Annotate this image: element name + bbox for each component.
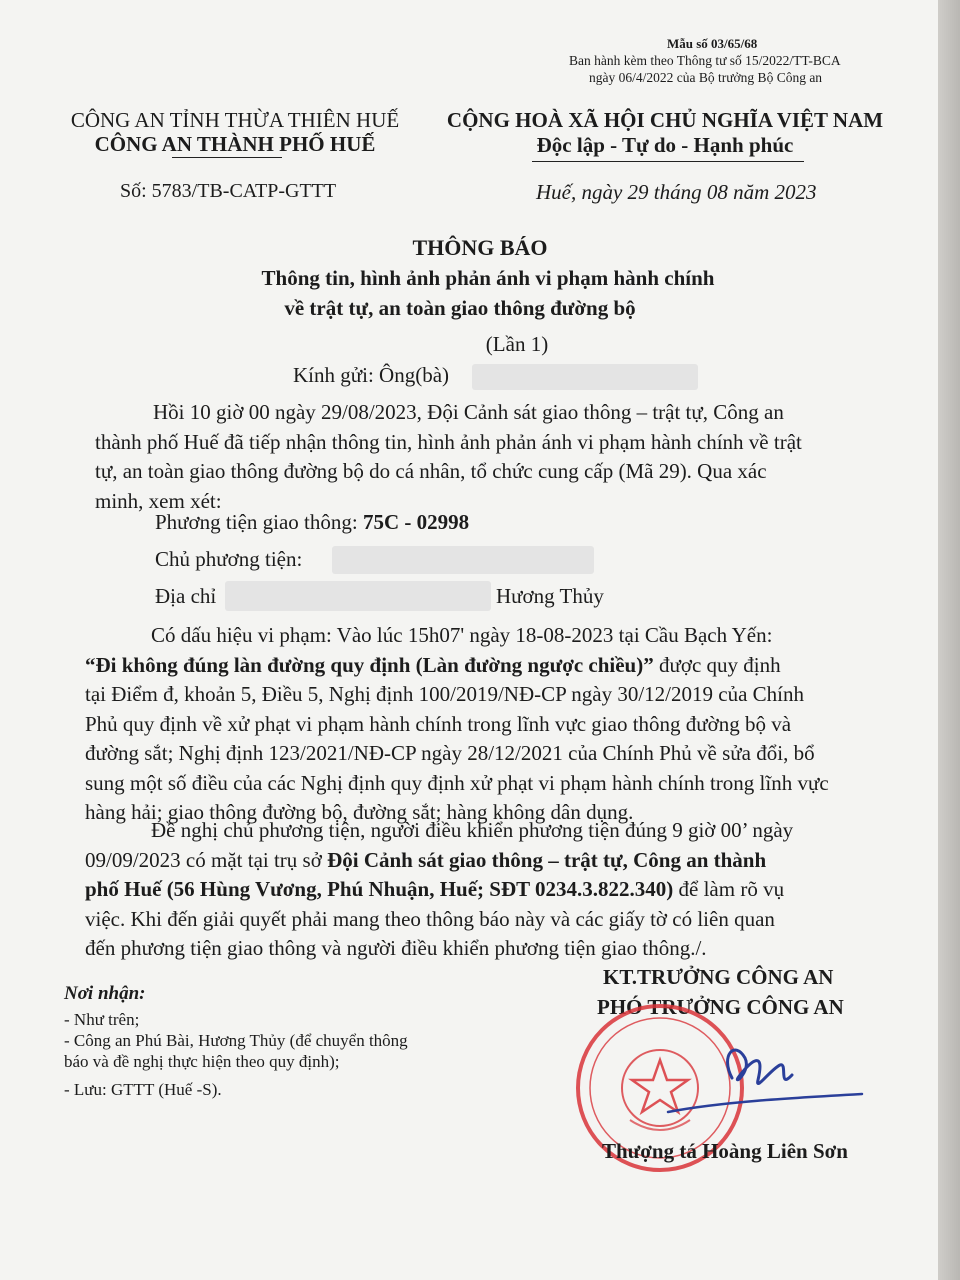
violation-line-3: tại Điểm đ, khoản 5, Điều 5, Nghị định 100/2019/NĐ-CP ngày 30/12/2019 của Chính — [85, 682, 804, 706]
violation-paragraph — [85, 621, 829, 828]
signer-role-2: PHÓ TRƯỞNG CÔNG AN — [597, 995, 844, 1019]
recipient-line: Kính gửi: Ông(bà) — [293, 363, 450, 387]
agency-line-2: CÔNG AN THÀNH PHỐ HUẾ — [94, 132, 376, 156]
recipient-item-2b: báo và đề nghị thực hiện theo quy định); — [64, 1052, 340, 1071]
vehicle-label: Phương tiện giao thông: — [155, 510, 363, 534]
national-title: CỘNG HOÀ XÃ HỘI CHỦ NGHĨA VIỆT NAM — [446, 108, 884, 132]
violation-line-4: Phủ quy định về xử phạt vi phạm hành chính trong lĩnh vực giao thông đường bộ và — [85, 711, 792, 736]
violation-line-6: sung một số điều của các Nghị định quy định xử phạt vi phạm hành chính trong lĩnh vực — [85, 770, 829, 795]
signer-role-1: KT.TRƯỞNG CÔNG AN — [603, 965, 834, 989]
signer-name: Thượng tá Hoàng Liên Sơn — [602, 1139, 848, 1163]
document-number: Số: 5783/TB-CATP-GTTT — [120, 180, 337, 202]
recipient-item-1: - Như trên; — [64, 1010, 140, 1029]
request-paragraph — [85, 816, 793, 964]
violation-line-7: hàng hải; giao thông đường bộ, đường sắt; hàng không dân dụng. — [85, 800, 634, 824]
form-code: Mẫu số 03/65/68 — [667, 36, 758, 51]
document-subtitle-2: về trật tự, an toàn giao thông đường bộ — [284, 296, 636, 320]
agency-line-1: CÔNG AN TỈNH THỪA THIÊN HUẾ — [70, 108, 400, 132]
office-address: phố Huế (56 Hùng Vương, Phú Nhuận, Huế; SĐT 0234.3.822.340) — [85, 877, 674, 901]
office-name: Đội Cảnh sát giao thông – trật tự, Công an thành — [327, 847, 767, 872]
intro-line-2: thành phố Huế đã tiếp nhận thông tin, hình ảnh phản ánh vi phạm hành chính về trật — [95, 429, 802, 454]
motto-underline — [532, 161, 804, 162]
address-label: Địa chỉ — [155, 584, 217, 608]
agency-underline — [172, 157, 282, 158]
intro-line-4: minh, xem xét: — [95, 488, 222, 513]
request-line-4: việc. Khi đến giải quyết phải mang theo thông báo này và các giấy tờ có liên quan — [85, 906, 775, 931]
intro-paragraph — [95, 398, 802, 516]
document-subtitle-1: Thông tin, hình ảnh phản ánh vi phạm hành chính — [261, 266, 715, 290]
redacted-recipient-name — [472, 364, 698, 390]
recipient-item-3: - Lưu: GTTT (Huế -S). — [64, 1080, 222, 1099]
vehicle-line — [155, 510, 469, 535]
form-ref-2: ngày 06/4/2022 của Bộ trưởng Bộ Công an — [589, 70, 823, 85]
request-line-5: đến phương tiện giao thông và người điều khiển phương tiện giao thông./. — [85, 936, 707, 960]
request-line-1: Đề nghị chủ phương tiện, người điều khiển phương tiện đúng 9 giờ 00’ ngày — [151, 818, 794, 842]
redacted-address — [225, 581, 491, 611]
owner-line — [155, 547, 302, 572]
request-line-3: phố Huế (56 Hùng Vương, Phú Nhuận, Huế; SĐT 0234.3.822.340) để làm rõ vụ — [85, 877, 785, 901]
violation-line-2: “Đi không đúng làn đường quy định (Làn đường ngược chiều)” được quy định — [85, 652, 781, 677]
redacted-owner-name — [332, 546, 594, 574]
page-edge — [938, 0, 960, 1280]
violation-line-1: Có dấu hiệu vi phạm: Vào lúc 15h07' ngày 18-08-2023 tại Cầu Bạch Yến: — [151, 623, 773, 647]
license-plate: 75C - 02998 — [362, 510, 470, 534]
document-title: THÔNG BÁO — [412, 235, 548, 260]
violation-offense: “Đi không đúng làn đường quy định (Làn đường ngược chiều)” — [85, 652, 654, 677]
national-motto: Độc lập - Tự do - Hạnh phúc — [536, 133, 794, 157]
address-district: Hương Thủy — [496, 584, 604, 608]
notice-round: (Lần 1) — [485, 332, 549, 356]
violation-line-5: đường sắt; Nghị định 123/2021/NĐ-CP ngày 28/12/2021 của Chính Phủ về sửa đổi, bổ — [85, 741, 815, 765]
owner-label: Chủ phương tiện: — [155, 547, 303, 571]
recipients-title: Nơi nhận: — [64, 983, 146, 1004]
request-line-2: 09/09/2023 có mặt tại trụ sở Đội Cảnh sát giao thông – trật tự, Công an thành — [85, 847, 767, 872]
intro-line-3: tự, an toàn giao thông đường bộ do cá nhân, tổ chức cung cấp (Mã 29). Qua xác — [95, 459, 767, 483]
form-ref-1: Ban hành kèm theo Thông tư số 15/2022/TT-BCA — [569, 53, 841, 68]
recipient-item-2a: - Công an Phú Bài, Hương Thủy (để chuyển thông — [64, 1031, 408, 1050]
intro-line-1: Hồi 10 giờ 00 ngày 29/08/2023, Đội Cảnh sát giao thông – trật tự, Công an — [153, 400, 784, 424]
issue-date: Huế, ngày 29 tháng 08 năm 2023 — [536, 180, 817, 204]
handwritten-signature — [660, 1020, 870, 1120]
